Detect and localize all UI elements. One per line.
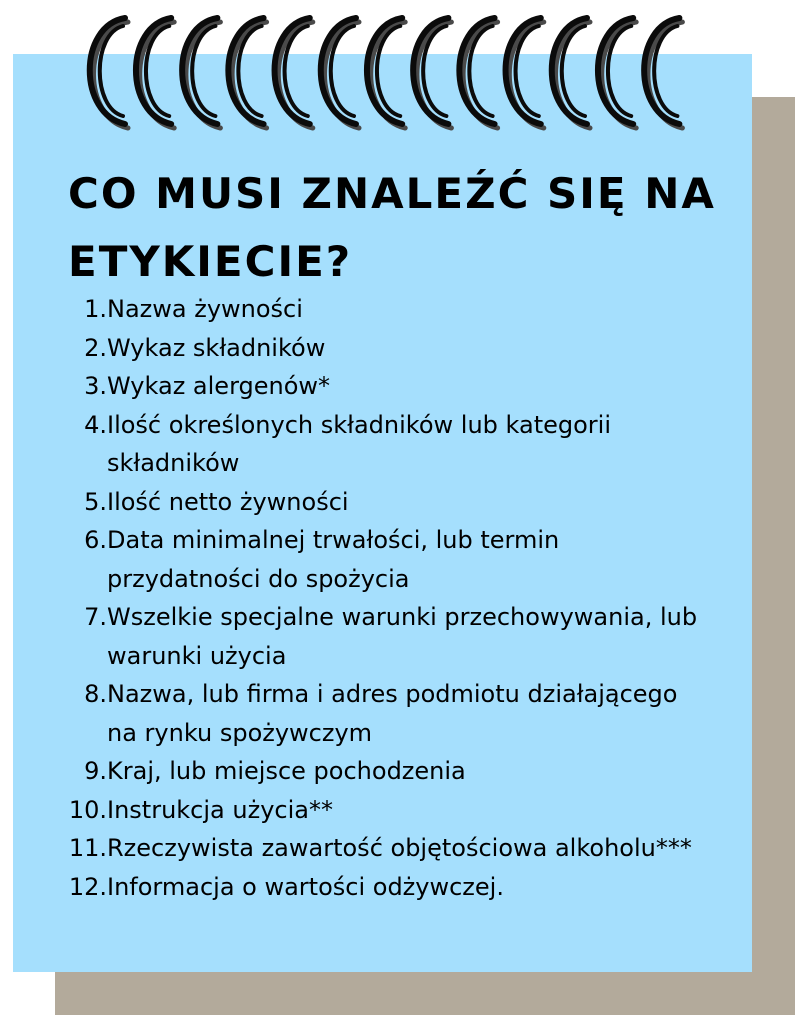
binding-ring-1 [90,18,128,128]
item-text: Ilość netto żywności [107,487,349,516]
item-number: 9. [84,757,107,785]
list-item [60,367,700,406]
item-number: 4. [84,410,107,439]
binding-ring-8 [413,18,451,128]
list-item [60,521,700,598]
binding-ring-11 [552,18,590,128]
item-text: Kraj, lub miejsce pochodzenia [107,757,466,785]
item-text: Ilość określonych składników lub kategorii składników [107,410,611,477]
binding-ring-10 [506,18,544,128]
item-number: 12. [68,872,107,901]
list-item [60,406,700,483]
item-text: Nazwa, lub firma i adres podmiotu działającego na rynku spożywczym [107,680,678,747]
item-number: 1. [84,295,107,323]
item-number: 5. [84,487,107,516]
item-number: 11. [68,834,107,862]
list-item [60,829,700,868]
binding-ring-5 [275,18,313,128]
list-item [60,598,700,675]
list-item [60,675,700,752]
page-title: CO MUSI ZNALEŹĆ SIĘ NA ETYKIECIE? [68,169,716,286]
item-number: 7. [84,603,107,631]
list-item [60,329,700,368]
binding-ring-12 [598,18,636,128]
item-text: Wszelkie specjalne warunki przechowywania, lub warunki użycia [107,603,698,670]
item-text: Data minimalnej trwałości, lub termin przydatności do spożycia [107,526,560,593]
list-item [60,868,700,907]
binding-ring-13 [644,18,682,128]
item-number: 2. [84,333,107,362]
spiral-binding [0,0,806,140]
binding-ring-3 [182,18,220,128]
binding-ring-4 [228,18,266,128]
item-number: 3. [84,372,107,400]
binding-ring-7 [367,18,405,128]
item-text: Wykaz alergenów* [107,372,331,400]
label-requirements-list [60,290,700,906]
binding-ring-6 [321,18,359,128]
item-text: Rzeczywista zawartość objętościowa alkoholu*** [107,834,692,862]
list-item [60,290,700,329]
list-item [60,791,700,830]
item-number: 6. [84,526,107,554]
item-number: 8. [84,680,107,708]
item-text: Wykaz składników [107,333,326,362]
item-text: Instrukcja użycia** [107,795,333,824]
binding-ring-2 [136,18,174,128]
list-item [60,483,700,522]
item-text: Informacja o wartości odżywczej. [107,872,504,901]
binding-ring-9 [459,18,497,128]
item-text: Nazwa żywności [107,295,303,323]
list-item [60,752,700,791]
item-number: 10. [68,795,107,824]
